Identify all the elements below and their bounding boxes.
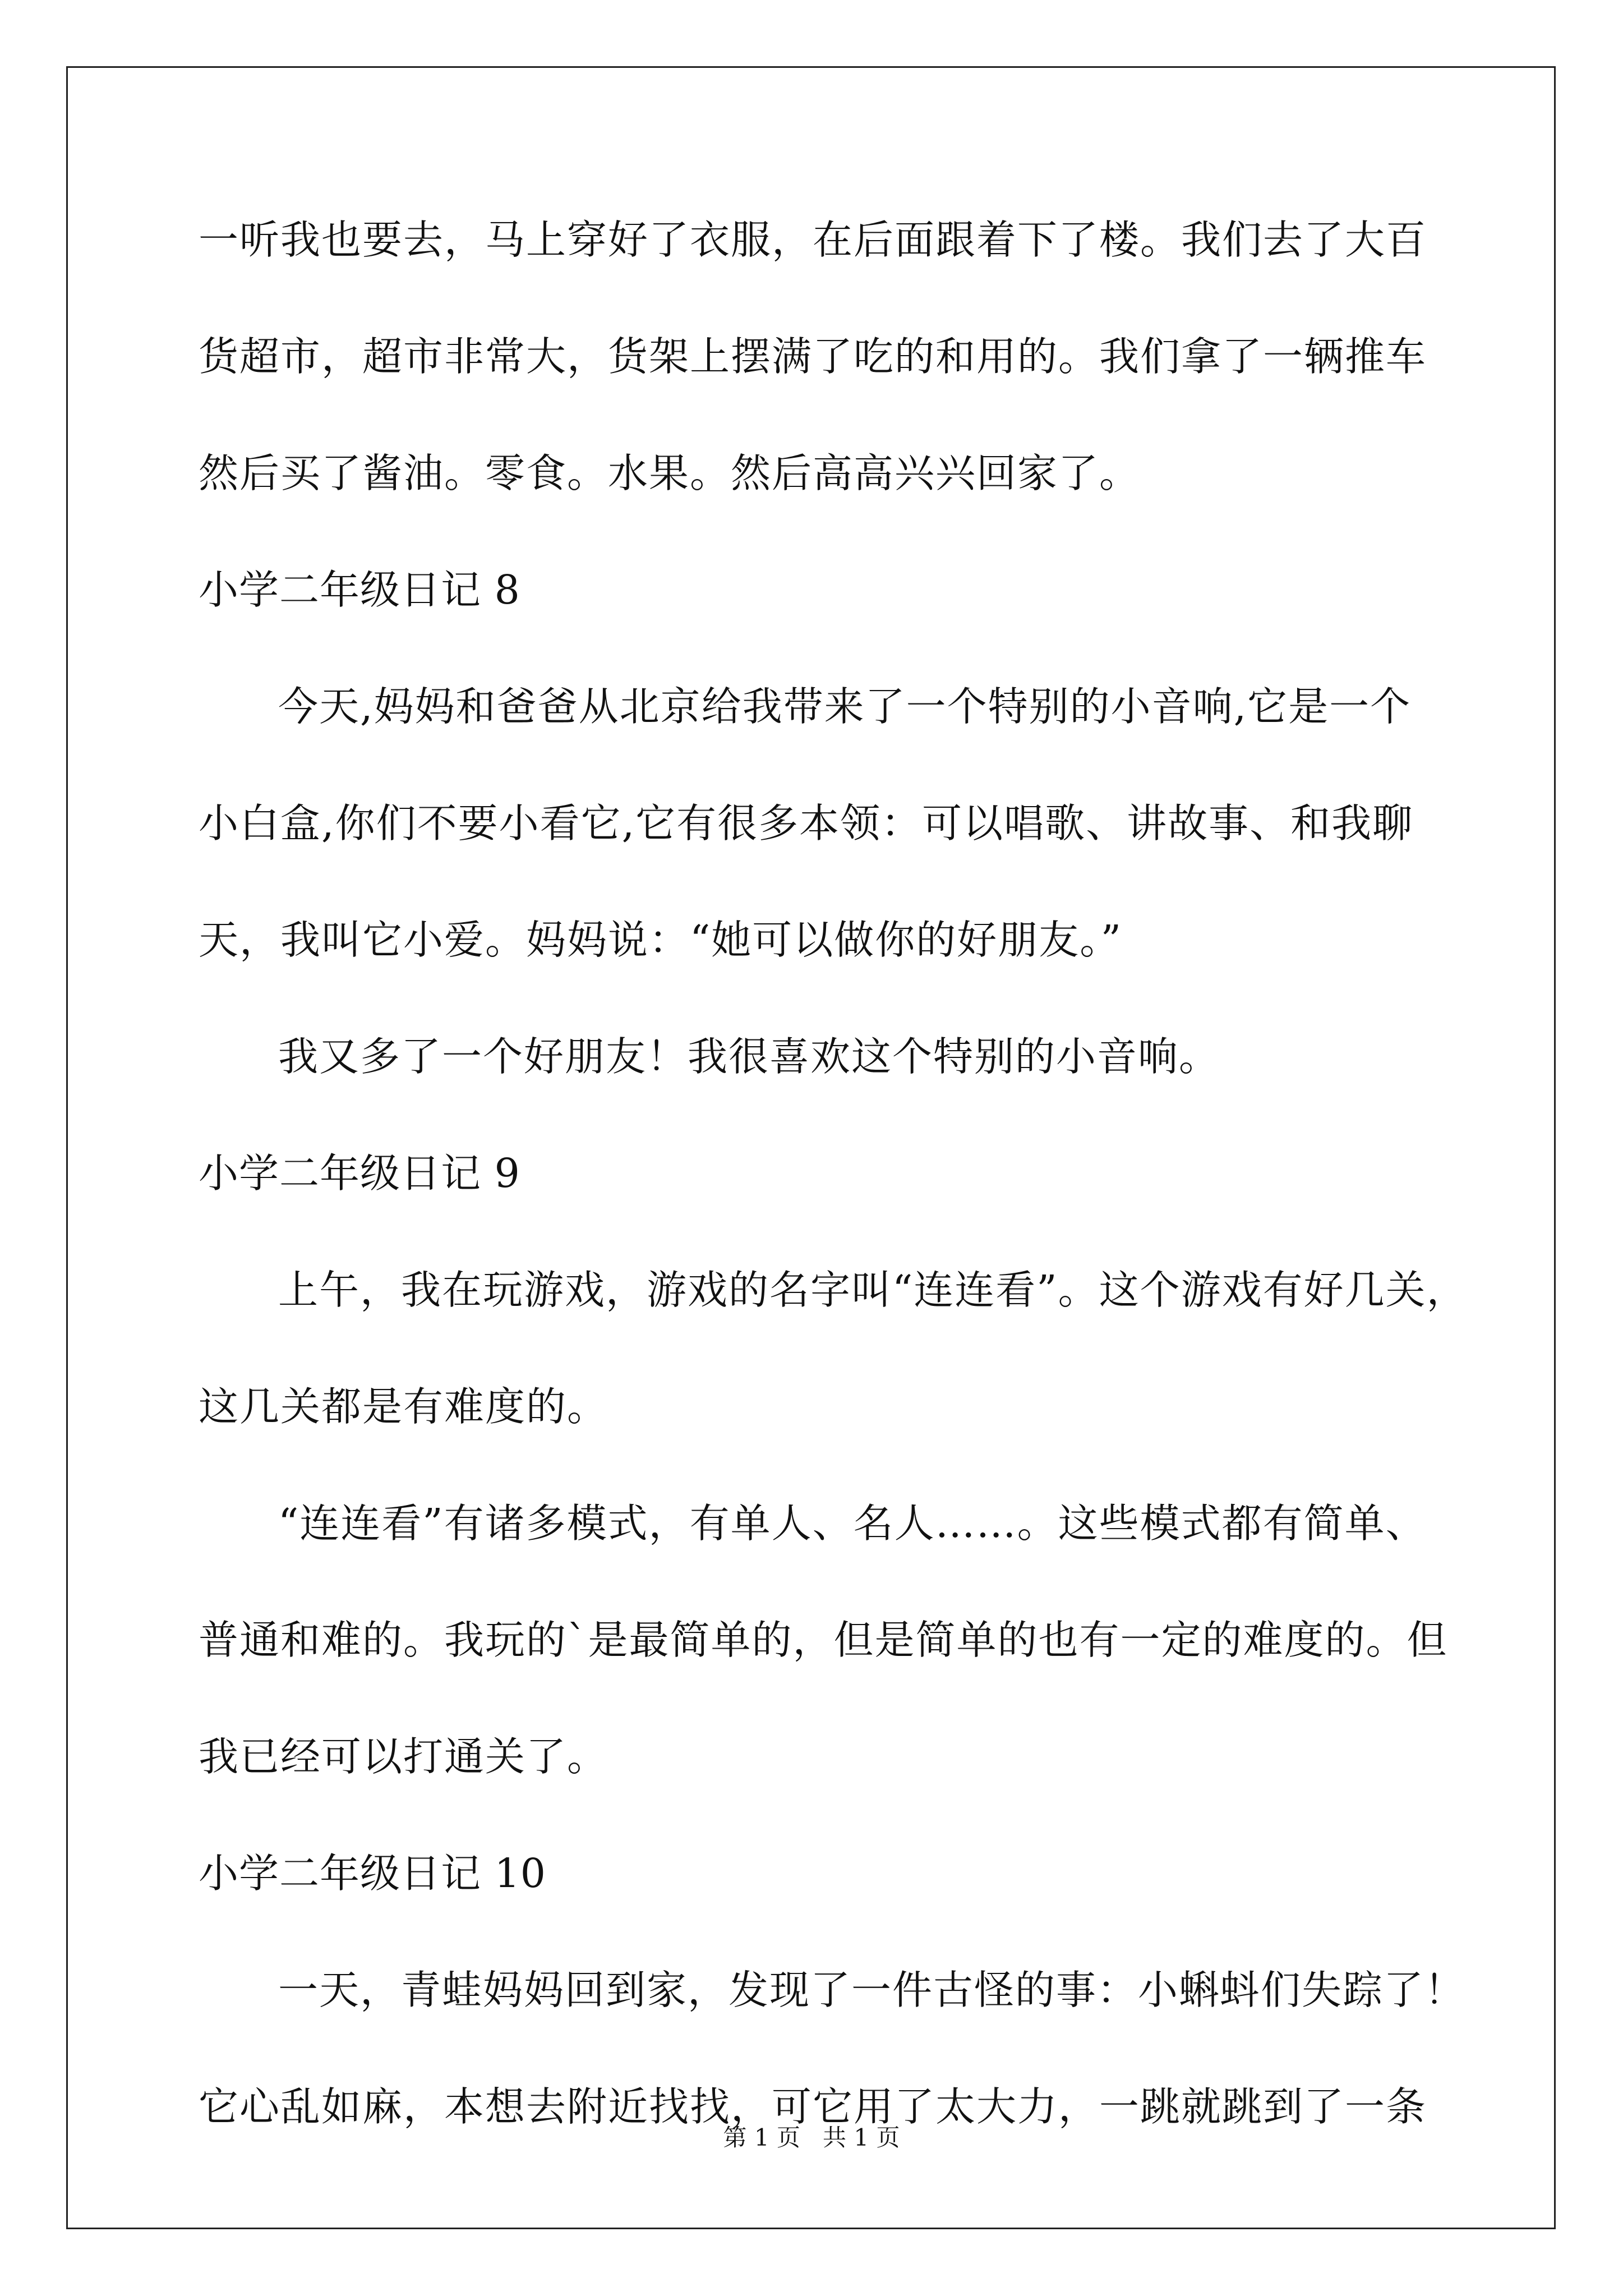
text-line-6: 小白盒,你们不要小看它,它有很多本领：可以唱歌、讲故事、和我聊: [199, 800, 1414, 846]
text-line-12: “连连看”有诸多模式，有单人、名人……。这些模式都有简单、: [278, 1500, 1427, 1547]
text-line-2: 货超市，超市非常大，货架上摆满了吃的和用的。我们拿了一辆推车: [199, 333, 1427, 380]
section-heading-8: 小学二年级日记 8: [199, 567, 520, 613]
text-line-14: 我已经可以打通关了。: [199, 1733, 608, 1780]
text-line-3: 然后买了酱油。零食。水果。然后高高兴兴回家了。: [199, 450, 1141, 496]
document-body: [199, 217, 1468, 2203]
text-line-1: 一听我也要去，马上穿好了衣服，在后面跟着下了楼。我们去了大百: [199, 217, 1427, 263]
text-line-16: 一天，青蛙妈妈回到家，发现了一件古怪的事：小蝌蚪们失踪了！: [278, 1967, 1466, 2013]
section-heading-10: 小学二年级日记 10: [199, 1850, 546, 1897]
text-line-11: 这几关都是有难度的。: [199, 1383, 608, 1430]
text-line-5: 今天,妈妈和爸爸从北京给我带来了一个特别的小音响,它是一个: [278, 683, 1412, 730]
section-heading-9: 小学二年级日记 9: [199, 1150, 520, 1197]
text-line-10: 上午，我在玩游戏，游戏的名字叫“连连看”。这个游戏有好几关，: [278, 1267, 1468, 1313]
text-line-17: 它心乱如麻，本想去附近找找，可它用了太大力，一跳就跳到了一条: [199, 2083, 1427, 2130]
text-line-13: 普通和难的。我玩的`是最简单的，但是简单的也有一定的难度的。但: [199, 1617, 1448, 1663]
text-line-8: 我又多了一个好朋友！我很喜欢这个特别的小音响。: [278, 1033, 1220, 1080]
text-line-7: 天，我叫它小爱。妈妈说：“她可以做你的好朋友。”: [199, 917, 1123, 963]
page-footer: 第 1 页 共 1 页: [723, 2124, 900, 2151]
